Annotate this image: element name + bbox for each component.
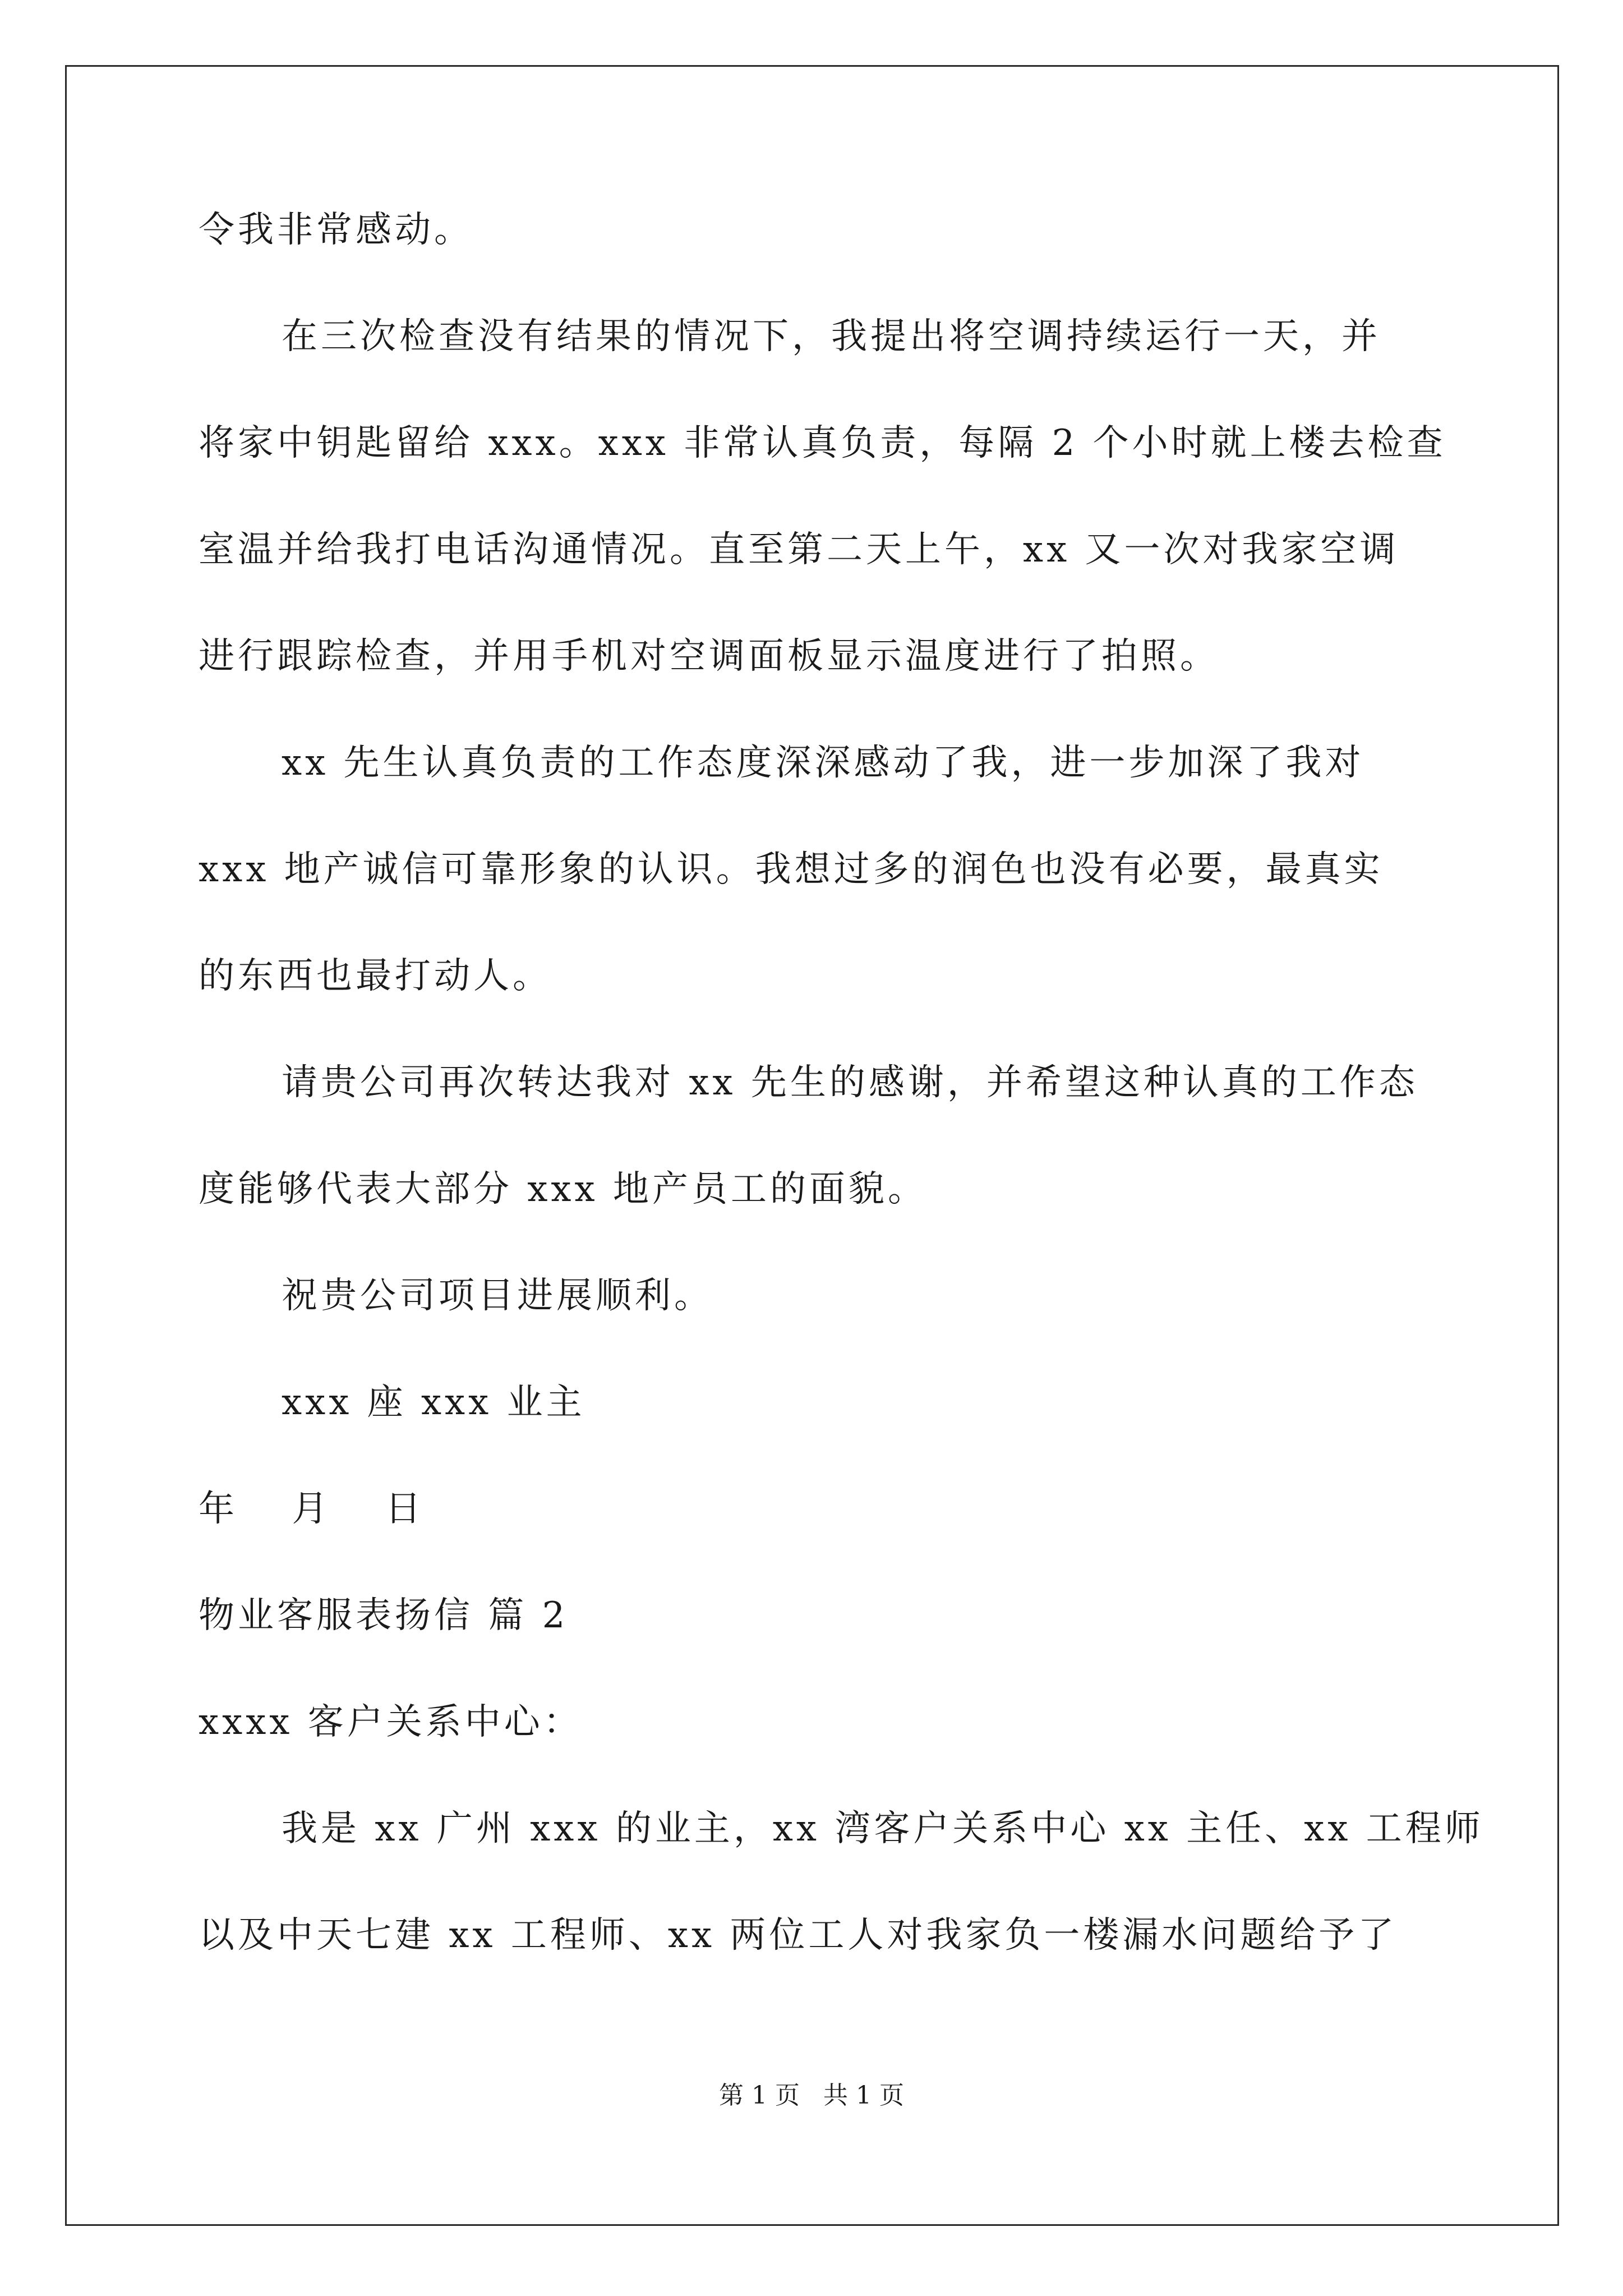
paragraph-line: xxx 地产诚信可靠形象的认识。我想过多的润色也没有必要，最真实 xyxy=(199,849,1384,890)
paragraph-line: xx 先生认真负责的工作态度深深感动了我，进一步加深了我对 xyxy=(282,742,1364,784)
paragraph-line: 以及中天七建 xx 工程师、xx 两位工人对我家负一楼漏水问题给予了 xyxy=(199,1915,1398,1956)
paragraph-line: 的东西也最打动人。 xyxy=(199,955,552,997)
paragraph-line: 度能够代表大部分 xxx 地产员工的面貌。 xyxy=(199,1168,927,1210)
signature-line: xxx 座 xxx 业主 xyxy=(282,1382,585,1423)
salutation-line: xxxx 客户关系中心： xyxy=(199,1701,583,1743)
paragraph-line: 将家中钥匙留给 xxx。xxx 非常认真负责，每隔 2 个小时就上楼去检查 xyxy=(199,422,1446,464)
page-number: 第 1 页 xyxy=(719,2081,800,2110)
paragraph-line: 室温并给我打电话沟通情况。直至第二天上午，xx 又一次对我家空调 xyxy=(199,529,1399,570)
date-line: 年 月 日 xyxy=(199,1488,425,1530)
paragraph-line: 我是 xx 广州 xxx 的业主，xx 湾客户关系中心 xx 主任、xx 工程师 xyxy=(282,1808,1484,1849)
paragraph-line: 请贵公司再次转达我对 xx 先生的感谢，并希望这种认真的工作态 xyxy=(282,1062,1418,1103)
page-total: 共 1 页 xyxy=(823,2081,904,2110)
page-border xyxy=(65,65,1559,2226)
paragraph-line: 进行跟踪检查，并用手机对空调面板显示温度进行了拍照。 xyxy=(199,636,1219,677)
paragraph-line: 在三次检查没有结果的情况下，我提出将空调持续运行一天，并 xyxy=(282,316,1381,357)
closing-line: 祝贵公司项目进展顺利。 xyxy=(282,1275,713,1317)
page-footer xyxy=(0,2080,1623,2111)
paragraph-line: 令我非常感动。 xyxy=(199,209,473,251)
section-heading: 物业客服表扬信 篇 2 xyxy=(199,1595,569,1636)
